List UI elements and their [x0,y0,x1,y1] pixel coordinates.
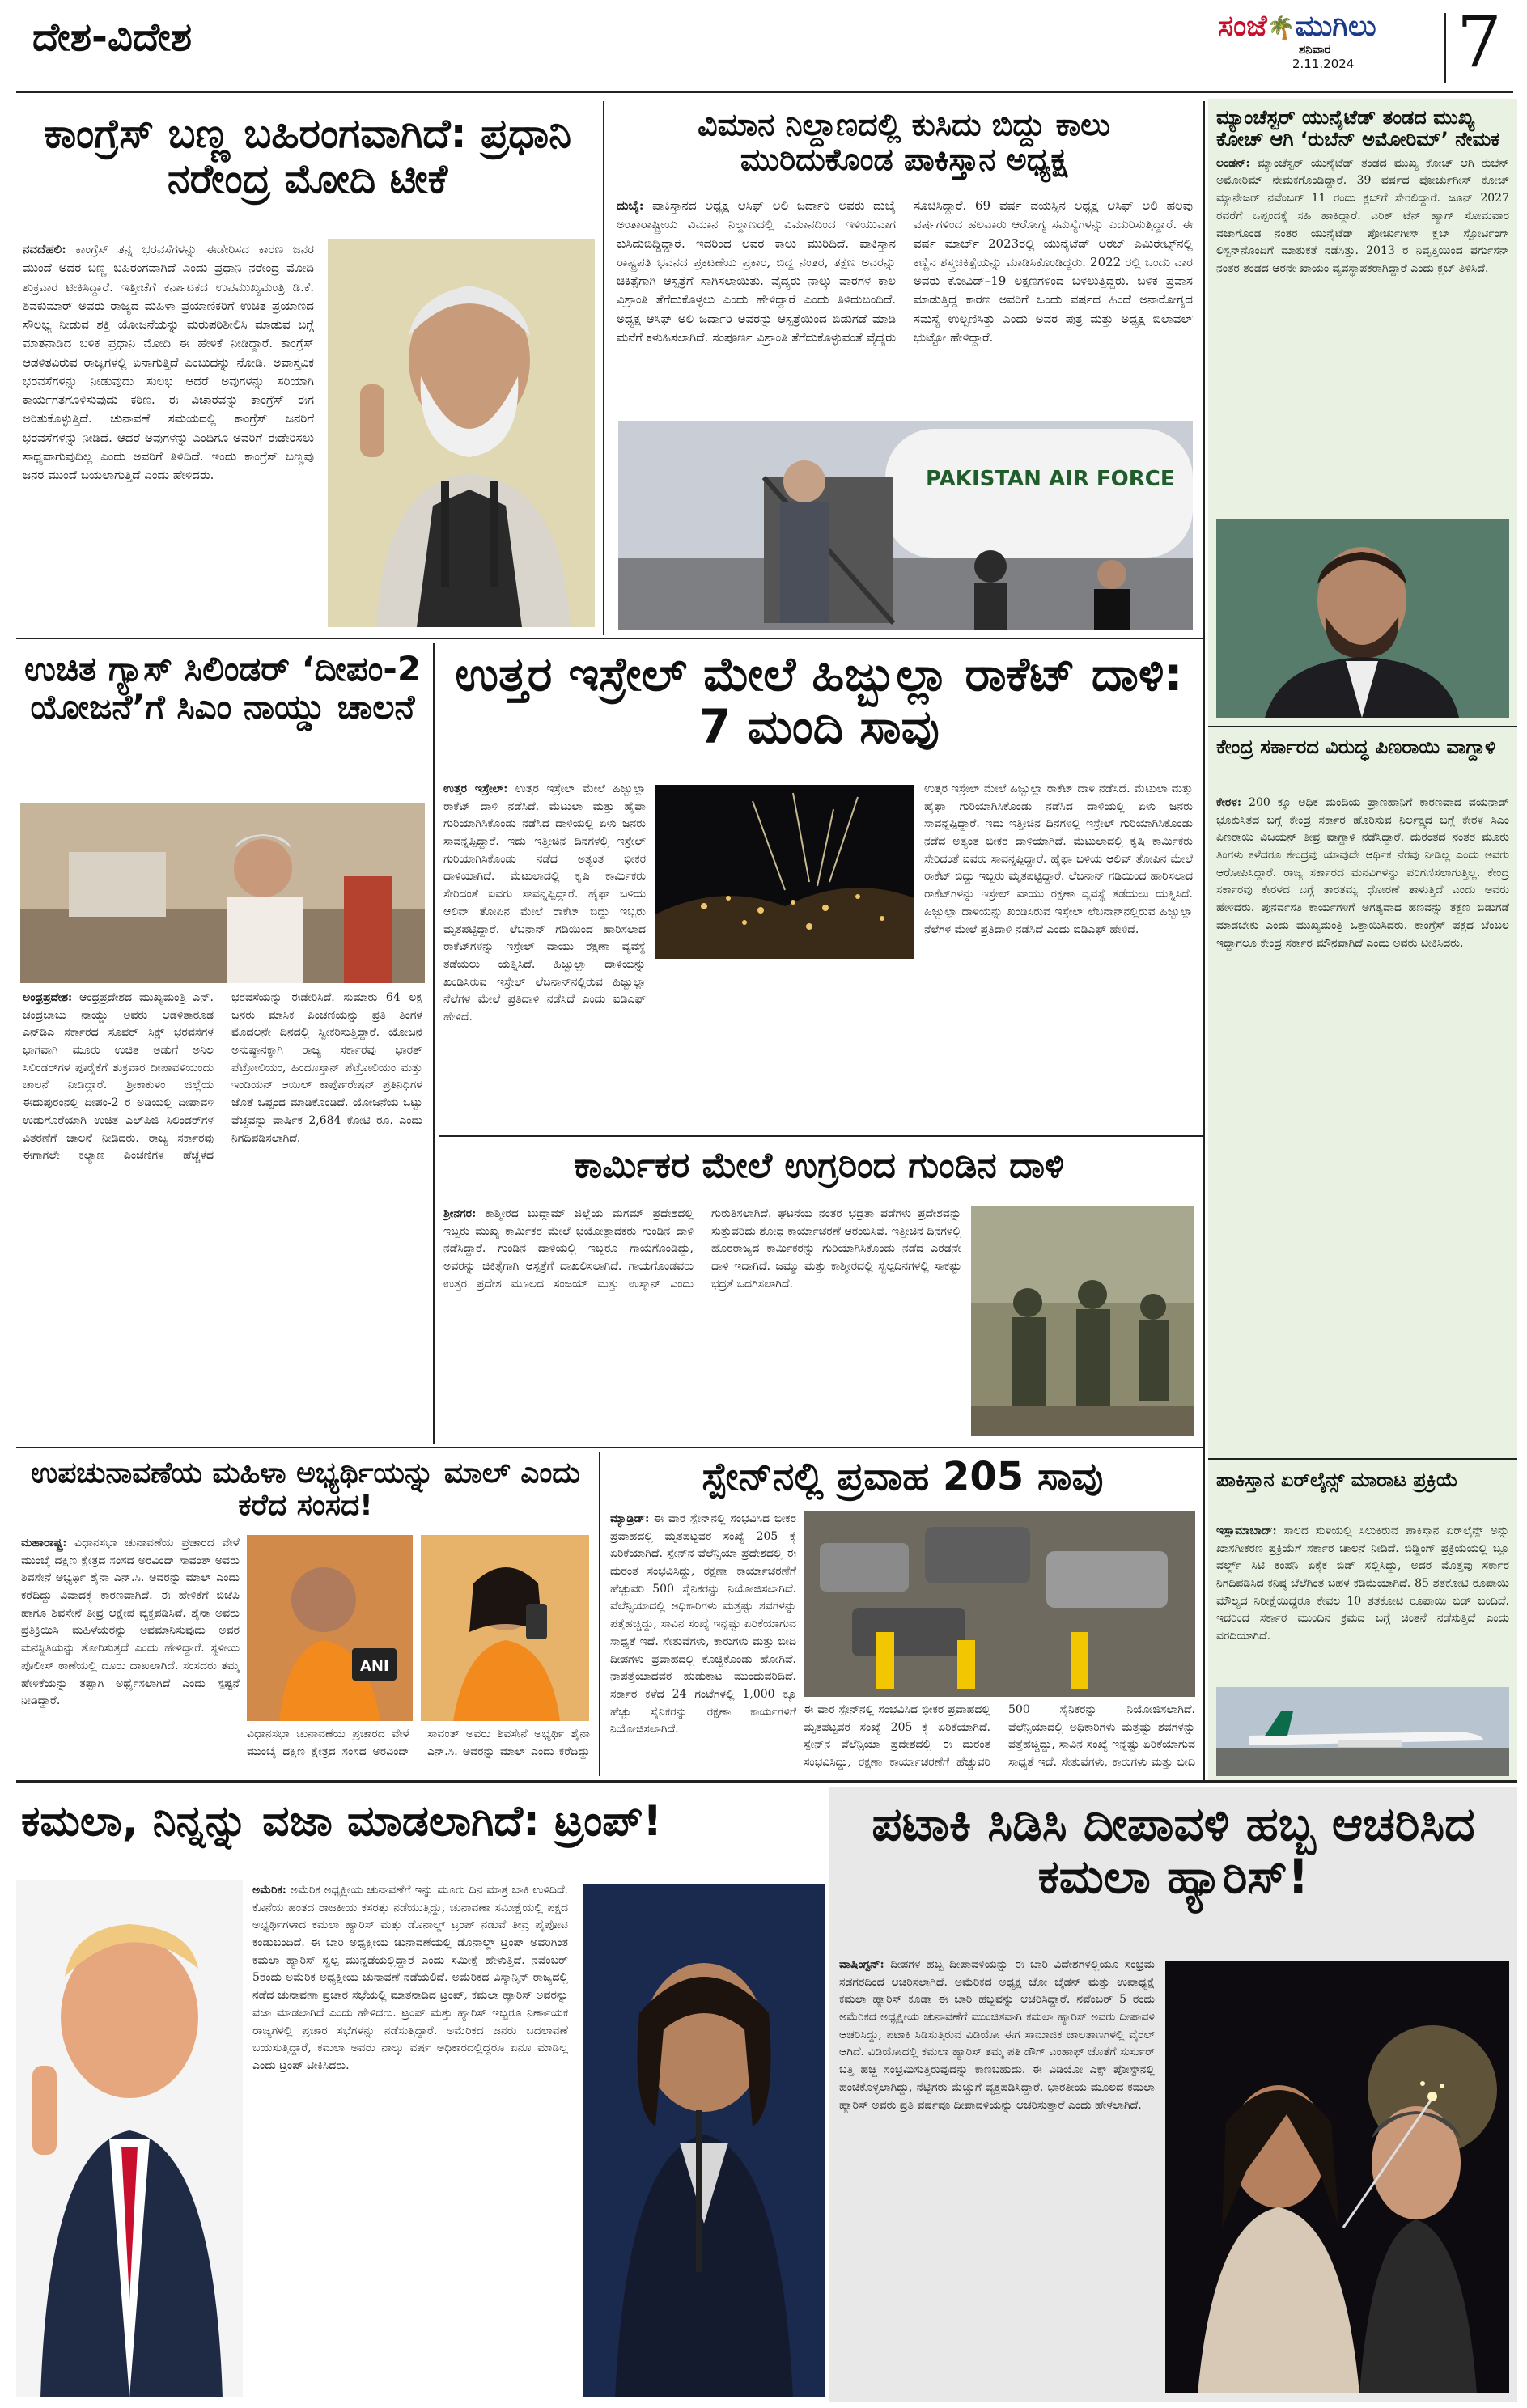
article-workers [439,1141,1199,1444]
spain-body-right [804,1702,1195,1773]
pakistan-dateline: ದುಬೈ: [617,198,644,213]
kamala-text: ದೀಪಗಳ ಹಬ್ಬ ದೀಪಾವಳಿಯನ್ನು ಈ ಬಾರಿ ವಿದೇಶಗಳಲ್ಲಿಯೂ ಸಂಭ್ರಮ ಸಡಗರದಿಂದ ಆಚರಿಸಲಾಗಿದೆ. ಅಮೆರಿಕದ ಅಧ್ಯಕ್ಷ ಜೋ ಬೈಡನ್ ಮತ್ತು ಉಪಾಧ್ಯಕ್ಷೆ ಕಮಲಾ ಹ್ಯಾರಿಸ್ ಕೂಡಾ ಈ ಬಾರಿ ಹಬ್ಬವನ್ನು ಆಚರಿಸಿದ್ದಾರೆ. ನವೆಂಬರ್ 5 ರಂದು ಅಮೆರಿಕದ ಅಧ್ಯಕ್ಷೀಯ ಚುನಾವಣೆಗೆ ಮುಂಚಿತವಾಗಿ ಕಮಲಾ ಹ್ಯಾರಿಸ್ ಅವರು ದೀಪಾವಳಿ ಆಚರಿಸಿದ್ದು, ಪಟಾಕಿ ಸಿಡಿಸುತ್ತಿರುವ ವಿಡಿಯೋ ಈಗ ಸಾಮಾಜಿಕ ಜಾಲತಾಣಗಳಲ್ಲಿ ವೈರಲ್ ಆಗಿದೆ. ವಿಡಿಯೋದಲ್ಲಿ ಕಮಲಾ ಹ್ಯಾರಿಸ್ ತಮ್ಮ ಪತಿ ಡೌಗ್ ಎಂಹಾಫ್ ಜೊತೆಗೆ ಸುರ್ಸುರ್ ಬತ್ತಿ ಹಚ್ಚಿ ಸಂಭ್ರಮಿಸುತ್ತಿರುವುದನ್ನು ಕಾಣಬಹುದು. ಈ ವಿಡಿಯೋ ಎಕ್ಸ್ ಪೋಸ್ಟ್‌ನಲ್ಲಿ ಹಂಚಿಕೊಳ್ಳಲಾಗಿದ್ದು, ನೆಟ್ಟಿಗರು ಮೆಚ್ಚುಗೆ ವ್ಯಕ್ತಪಡಿಸಿದ್ದಾರೆ. ಭಾರತೀಯ ಮೂಲದ ಕಮಲಾ ಹ್ಯಾರಿಸ್ ಅವರು ಪ್ರತಿ ವರ್ಷವೂ ದೀಪಾವಳಿಯನ್ನು ಆಚರಿಸುತ್ತಾರೆ ಎಂದು ಹೇಳಲಾಗಿದೆ. [839,1958,1155,2112]
kerala-headline: ಕೇಂದ್ರ ಸರ್ಕಾರದ ವಿರುದ್ಧ ಪಿಣರಾಯಿ ವಾಗ್ದಾಳಿ [1216,736,1496,758]
article-hezbollah [439,643,1199,1133]
kamala-photo-trump-article [583,1884,825,2397]
hezbollah-photo [655,785,914,959]
divider [603,101,604,635]
pia-headline: ಪಾಕಿಸ್ತಾನ ಏರ್‌ಲೈನ್ಸ್ ಮಾರಾಟ ಪ್ರಕ್ರಿಯೆ [1216,1469,1458,1491]
gas-dateline: ಅಂಧ್ರಪ್ರದೇಶ: [23,991,73,1004]
article-mp-remark [16,1452,595,1776]
hezbollah-text-cont: ಉತ್ತರ ಇಸ್ರೇಲ್ ಮೇಲೆ ಹಿಜ್ಬುಲ್ಲಾ ರಾಕೆಟ್ ದಾಳಿ ನಡೆಸಿದೆ. ಮೆಟುಲಾ ಮತ್ತು ಹೈಫಾ ಗುರಿಯಾಗಿಸಿಕೊಂಡು ನಡೆಸಿದ ದಾಳಿಯಲ್ಲಿ ಏಳು ಜನರು ಸಾವನ್ನಪ್ಪಿದ್ದಾರೆ. ಇದು ಇತ್ತೀಚಿನ ದಿನಗಳಲ್ಲಿ ಇಸ್ರೇಲ್ ಗುರಿಯಾಗಿಸಿಕೊಂಡು ನಡೆದ ಅತ್ಯಂತ ಭೀಕರ ದಾಳಿಯಾಗಿದೆ. ಮೆಟುಲಾದಲ್ಲಿ ಕೃಷಿ ಕಾರ್ಮಿಕರು ಸೇರಿದಂತೆ ಐವರು ಸಾವನ್ನಪ್ಪಿದ್ದಾರೆ. ಹೈಫಾ ಬಳಿಯ ಆಲಿವ್ ತೋಪಿನ ಮೇಲೆ ರಾಕೆಟ್ ಬಿದ್ದು ಇಬ್ಬರು ಮೃತಪಟ್ಟಿದ್ದಾರೆ. ಲೆಬನಾನ್ ಗಡಿಯಿಂದ ಹಾರಿಸಲಾದ ರಾಕೆಟ್‌ಗಳನ್ನು ಇಸ್ರೇಲ್ ವಾಯು ರಕ್ಷಣಾ ವ್ಯವಸ್ಥೆ ತಡೆಯಲು ಯತ್ನಿಸಿದೆ. ಹಿಜ್ಬುಲ್ಲಾ ದಾಳಿಯನ್ನು ಖಂಡಿಸಿರುವ ಇಸ್ರೇಲ್ ಲೆಬನಾನ್‌ನಲ್ಲಿರುವ ಹಿಜ್ಬುಲ್ಲಾ ನೆಲೆಗಳ ಮೇಲೆ ಪ್ರತಿದಾಳಿ ನಡೆಸಿದೆ ಎಂದು ಐಡಿಎಫ್ ಹೇಳಿದೆ. [924,782,1193,936]
workers-photo [971,1206,1194,1436]
divider [439,1135,1203,1137]
article-gas-cylinder [16,643,429,1444]
article-pakistan-president [609,101,1199,635]
workers-dateline: ಶ್ರೀನಗರ: [443,1207,477,1220]
divider [433,643,435,1444]
pakistan-body [617,197,1193,415]
article-modi [16,101,599,635]
pakistan-photo [618,421,1193,630]
trump-photo [16,1880,243,2397]
spain-dateline: ಮ್ಯಾಡ್ರಿಡ್: [610,1512,650,1525]
divider [16,1780,1517,1783]
sidebar-column [1208,99,1517,1780]
pia-photo [1216,1687,1509,1776]
mp-body-left [21,1535,240,1770]
gas-text: ಆಂಧ್ರಪ್ರದೇಶದ ಮುಖ್ಯಮಂತ್ರಿ ಎನ್. ಚಂದ್ರಬಾಬು ನಾಯ್ಡು ಅವರು ಆಡಳಿತಾರೂಢ ಎನ್‌ಡಿಎ ಸರ್ಕಾರದ ಸೂಪರ್ ಸಿಕ್ಸ್ ಭರವಸೆಗಳ ಭಾಗವಾಗಿ ಮೂರು ಉಚಿತ ಅಡುಗೆ ಅನಿಲ ಸಿಲಿಂಡರ್‌ಗಳ ಪೂರೈಕೆಗೆ ಶುಕ್ರವಾರ ದೀಪಾವಳಿಯಂದು ಚಾಲನೆ ನೀಡಿದ್ದಾರೆ. ಶ್ರೀಕಾಕುಳಂ ಜಿಲ್ಲೆಯ ಈದುಪುರಂನಲ್ಲಿ ದೀಪಂ-2 ರ ಅಡಿಯಲ್ಲಿ ದೀಪಾವಳಿ ಉಡುಗೊರೆಯಾಗಿ ಉಚಿತ ಎಲ್‌ಪಿಜಿ ಸಿಲಿಂಡರ್‌ಗಳ ವಿತರಣೆಗೆ ಚಾಲನೆ ನೀಡಿದರು. ರಾಜ್ಯ ಸರ್ಕಾರವು ಈಗಾಗಲೇ ಕಲ್ಯಾಣ ಪಿಂಚಣಿಗಳ ಹೆಚ್ಚಳದ ಭರವಸೆಯನ್ನು ಈಡೇರಿಸಿದೆ. ಸುಮಾರು 64 ಲಕ್ಷ ಜನರು ಮಾಸಿಕ ಪಿಂಚಣಿಯನ್ನು ಪ್ರತಿ ತಿಂಗಳ ಮೊದಲನೇ ದಿನದಲ್ಲಿ ಸ್ವೀಕರಿಸುತ್ತಿದ್ದಾರೆ. ಯೋಜನೆ ಅನುಷ್ಠಾನಕ್ಕಾಗಿ ರಾಜ್ಯ ಸರ್ಕಾರವು ಭಾರತ್ ಪೆಟ್ರೋಲಿಯಂ, ಹಿಂದೂಸ್ತಾನ್ ಪೆಟ್ರೋಲಿಯಂ ಮತ್ತು ಇಂಡಿಯನ್ ಆಯಿಲ್ ಕಾರ್ಪೊರೇಷನ್ ಪ್ರತಿನಿಧಿಗಳ ಜೊತೆ ಒಪ್ಪಂದ ಮಾಡಿಕೊಂಡಿದೆ. ಯೋಜನೆಯ ಒಟ್ಟು ವೆಚ್ಚವನ್ನು ವಾರ್ಷಿಕ 2,684 ಕೋಟಿ ರೂ. ಎಂದು ನಿಗದಿಪಡಿಸಲಾಗಿದೆ. [23,991,422,1163]
modi-headline: ಕಾಂಗ್ರೆಸ್ ಬಣ್ಣ ಬಹಿರಂಗವಾಗಿದೆ: ಪ್ರಧಾನಿ ನರೇಂದ್ರ ಮೋದಿ ಟೀಕೆ [43,110,572,202]
mp-dateline: ಮಹಾರಾಷ್ಟ್ರ: [21,1537,67,1550]
palm-icon: 🌴 [1266,15,1296,41]
brand-part1: ಸಂಜೆ [1218,10,1267,43]
divider [1208,1458,1517,1460]
masthead-divider [1444,13,1446,83]
masthead-day: ಶನಿವಾರ [1299,42,1331,57]
divider [16,638,1203,639]
page-number: 7 [1457,0,1502,83]
section-title: ದೇಶ-ವಿದೇಶ [32,15,192,60]
spain-text: ಈ ವಾರ ಸ್ಪೇನ್‌ನಲ್ಲಿ ಸಂಭವಿಸಿದ ಭೀಕರ ಪ್ರವಾಹದಲ್ಲಿ ಮೃತಪಟ್ಟವರ ಸಂಖ್ಯೆ 205 ಕ್ಕೆ ಏರಿಕೆಯಾಗಿದೆ. ಸ್ಪೇನ್‌ನ ವೆಲೆನ್ಸಿಯಾ ಪ್ರದೇಶದಲ್ಲಿ ಈ ದುರಂತ ಸಂಭವಿಸಿದ್ದು, ರಕ್ಷಣಾ ಕಾರ್ಯಾಚರಣೆಗೆ ಹೆಚ್ಚುವರಿ 500 ಸೈನಿಕರನ್ನು ನಿಯೋಜಿಸಲಾಗಿದೆ. ವೆಲೆನ್ಸಿಯಾದಲ್ಲಿ ಅಧಿಕಾರಿಗಳು ಮತ್ತಷ್ಟು ಶವಗಳನ್ನು ಪತ್ತೆಹಚ್ಚಿದ್ದು, ಸಾವಿನ ಸಂಖ್ಯೆ ಇನ್ನಷ್ಟು ಏರಿಕೆಯಾಗುವ ಸಾಧ್ಯತೆ ಇದೆ. ಸೇತುವೆಗಳು, ಕಾರುಗಳು ಮತ್ತು ಬೀದಿ ದೀಪಗಳು ಪ್ರವಾಹದಲ್ಲಿ ಕೊಚ್ಚಿಕೊಂಡು ಹೋಗಿವೆ. ನಾಪತ್ತೆಯಾದವರ ಹುಡುಕಾಟ ಮುಂದುವರಿದಿದೆ. ಸರ್ಕಾರ ಕಳೆದ 24 ಗಂಟೆಗಳಲ್ಲಿ 1,000 ಕ್ಕೂ ಹೆಚ್ಚು ಸೈನಿಕರನ್ನು ರಕ್ಷಣಾ ಕಾರ್ಯಗಳಿಗೆ ನಿಯೋಜಿಸಲಾಗಿದೆ. [610,1512,796,1736]
divider [1208,726,1517,727]
kamala-headline: ಪಟಾಕಿ ಸಿಡಿಸಿ ದೀಪಾವಳಿ ಹಬ್ಬ ಆಚರಿಸಿದ ಕಮಲಾ ಹ್ಯಾರಿಸ್! [872,1796,1475,1904]
mp-text: ವಿಧಾನಸಭಾ ಚುನಾವಣೆಯ ಪ್ರಚಾರದ ವೇಳೆ ಮುಂಬೈ ದಕ್ಷಿಣ ಕ್ಷೇತ್ರದ ಸಂಸದ ಅರವಿಂದ್ ಸಾವಂತ್ ಅವರು ಶಿವಸೇನೆ ಅಭ್ಯರ್ಥಿ ಶೈನಾ ಎನ್.ಸಿ. ಅವರನ್ನು ಮಾಲ್ ಎಂದು ಕರೆದಿದ್ದು ವಿವಾದಕ್ಕೆ ಕಾರಣವಾಗಿದೆ. ಈ ಹೇಳಿಕೆಗೆ ಬಿಜೆಪಿ ಹಾಗೂ ಶಿವಸೇನೆ ತೀವ್ರ ಆಕ್ಷೇಪ ವ್ಯಕ್ತಪಡಿಸಿವೆ. ಶೈನಾ ಅವರು ಪ್ರತಿಕ್ರಿಯಿಸಿ ಮಹಿಳೆಯರನ್ನು ಅವಮಾನಿಸುವುದು ಅವರ ಮನಸ್ಥಿತಿಯನ್ನು ತೋರಿಸುತ್ತದೆ ಎಂದು ಹೇಳಿದ್ದಾರೆ. ಸ್ಥಳೀಯ ಪೊಲೀಸ್ ಠಾಣೆಯಲ್ಲಿ ದೂರು ದಾಖಲಾಗಿದೆ. ಸಂಸದರು ತಮ್ಮ ಹೇಳಿಕೆಯನ್ನು ತಪ್ಪಾಗಿ ಅರ್ಥೈಸಲಾಗಿದೆ ಎಂದು ಸ್ಪಷ್ಟನೆ ನೀಡಿದ್ದಾರೆ. [21,1537,240,1708]
divider [1203,101,1205,1780]
modi-body [23,240,314,629]
mp-body-bottom [247,1726,590,1773]
pakistan-headline: ವಿಮಾನ ನಿಲ್ದಾಣದಲ್ಲಿ ಕುಸಿದು ಬಿದ್ದು ಕಾಲು ಮುರಿದುಕೊಂಡ ಪಾಕಿಸ್ತಾನ ಅಧ್ಯಕ್ಷ [698,107,1110,177]
kamala-diwali-photo [1165,1961,1509,2393]
gas-headline: ಉಚಿತ ಗ್ಯಾಸ್ ಸಿಲಿಂಡರ್ ‘ದೀಪಂ-2 ಯೋಜನೆ’ಗೆ ಸಿಎಂ ನಾಯ್ಡು ಚಾಲನೆ [23,649,422,727]
spain-text-cont: ಈ ವಾರ ಸ್ಪೇನ್‌ನಲ್ಲಿ ಸಂಭವಿಸಿದ ಭೀಕರ ಪ್ರವಾಹದಲ್ಲಿ ಮೃತಪಟ್ಟವರ ಸಂಖ್ಯೆ 205 ಕ್ಕೆ ಏರಿಕೆಯಾಗಿದೆ. ಸ್ಪೇನ್‌ನ ವೆಲೆನ್ಸಿಯಾ ಪ್ರದೇಶದಲ್ಲಿ ಈ ದುರಂತ ಸಂಭವಿಸಿದ್ದು, ರಕ್ಷಣಾ ಕಾರ್ಯಾಚರಣೆಗೆ ಹೆಚ್ಚುವರಿ 500 ಸೈನಿಕರನ್ನು ನಿಯೋಜಿಸಲಾಗಿದೆ. ವೆಲೆನ್ಸಿಯಾದಲ್ಲಿ ಅಧಿಕಾರಿಗಳು ಮತ್ತಷ್ಟು ಶವಗಳನ್ನು ಪತ್ತೆಹಚ್ಚಿದ್ದು, ಸಾವಿನ ಸಂಖ್ಯೆ ಇನ್ನಷ್ಟು ಏರಿಕೆಯಾಗುವ ಸಾಧ್ಯತೆ ಇದೆ. ಸೇತುವೆಗಳು, ಕಾರುಗಳು ಮತ್ತು ಬೀದಿ [804,1703,1195,1770]
manutd-text: ಮ್ಯಾಂಚೆಸ್ಟರ್ ಯುನೈಟೆಡ್ ತಂಡದ ಮುಖ್ಯ ಕೋಚ್ ಆಗಿ ರುಬೆನ್ ಅಮೋರಿಮ್ ನೇಮಕಗೊಂಡಿದ್ದಾರೆ. 39 ವರ್ಷದ ಪೋರ್ಚುಗೀಸ್ ಕೋಚ್ ಮ್ಯಾನೇಜರ್ ನವೆಂಬರ್ 11 ರಂದು ಕ್ಲಬ್‌ಗೆ ಸೇರಲಿದ್ದಾರೆ. ಜೂನ್ 2027 ರವರೆಗೆ ಒಪ್ಪಂದಕ್ಕೆ ಸಹಿ ಹಾಕಿದ್ದಾರೆ. ಎರಿಕ್ ಟೆನ್ ಹ್ಯಾಗ್ ಸೋಮವಾರ ವಜಾಗೊಂಡ ನಂತರ ಯುನೈಟೆಡ್ ಪೋರ್ಚುಗೀಸ್ ಕ್ಲಬ್ ಸ್ಪೋರ್ಟಿಂಗ್ ಲಿಸ್ಬನ್‌ನೊಂದಿಗೆ ಮಾತುಕತೆ ನಡೆಸಿತ್ತು. 2013 ರ ನಿವೃತ್ತಿಯಿಂದ ಫರ್ಗುಸನ್ ನಂತರ ತಂಡದ ಆರನೇ ಖಾಯಂ ವ್ಯವಸ್ಥಾಪಕರಾಗಿದ್ದಾರೆ ಎಂದು ಕ್ಲಬ್ ತಿಳಿಸಿದೆ. [1216,156,1509,275]
mp-photo-sawant [247,1535,413,1721]
pia-dateline: ಇಸ್ಲಾಮಾಬಾದ್: [1216,1524,1277,1537]
brand-part2: ಮುಗಿಲು [1295,10,1376,43]
modi-text: ಕಾಂಗ್ರೆಸ್ ತನ್ನ ಭರವಸೆಗಳನ್ನು ಈಡೇರಿಸದ ಕಾರಣ ಜನರ ಮುಂದೆ ಅದರ ಬಣ್ಣ ಬಹಿರಂಗವಾಗಿದೆ ಎಂದು ಪ್ರಧಾನಿ ನರೇಂದ್ರ ಮೋದಿ ಶುಕ್ರವಾರ ಟೀಕಿಸಿದ್ದಾರೆ. ಇತ್ತೀಚೆಗೆ ಕರ್ನಾಟಕದ ಉಪಮುಖ್ಯಮಂತ್ರಿ ಡಿ.ಕೆ. ಶಿವಕುಮಾರ್ ಅವರು ರಾಜ್ಯದ ಮಹಿಳಾ ಪ್ರಯಾಣಿಕರಿಗೆ ಉಚಿತ ಪ್ರಯಾಣದ ಸೌಲಭ್ಯ ನೀಡುವ ಶಕ್ತಿ ಯೋಜನೆಯನ್ನು ಮರುಪರಿಶೀಲಿಸಿ ಮಾಡುವ ಬಗ್ಗೆ ಮಾತನಾಡಿದ ಬಳಿಕ ಪ್ರಧಾನಿ ಮೋದಿ ಈ ಹೇಳಿಕೆ ನೀಡಿದ್ದಾರೆ. ಕಾಂಗ್ರೆಸ್ ಆಡಳಿತವಿರುವ ರಾಜ್ಯಗಳಲ್ಲಿ ಏನಾಗುತ್ತಿದೆ ಎಂಬುದನ್ನು ನೋಡಿ. ಅವಾಸ್ತವಿಕ ಭರವಸೆಗಳನ್ನು ನೀಡುವುದು ಸುಲಭ ಆದರೆ ಅವುಗಳನ್ನು ಸರಿಯಾಗಿ ಕಾರ್ಯಗತಗೊಳಿಸುವುದು ಕಠಿಣ. ಈ ವಿಚಾರವನ್ನು ಕಾಂಗ್ರೆಸ್ ಈಗ ಅರಿತುಕೊಳ್ಳುತ್ತಿದೆ. ಚುನಾವಣೆ ಸಮಯದಲ್ಲಿ ಕಾಂಗ್ರೆಸ್ ಜನರಿಗೆ ಭರವಸೆಗಳನ್ನು ನೀಡಿದೆ. ಆದರೆ ಅವುಗಳನ್ನು ಎಂದಿಗೂ ಅವರಿಗೆ ಈಡೇರಿಸಲು ಸಾಧ್ಯವಾಗುವುದಿಲ್ಲ ಎಂದು ಅವರಿಗೆ ತಿಳಿದಿದೆ. ಇಂದು ಕಾಂಗ್ರೆಸ್ ಬಣ್ಣವು ಜನರ ಮುಂದೆ ಬಯಲಾಗುತ್ತಿದೆ ಎಂದು ಹೇಳಿದರು. [23,242,314,482]
kamala-body [839,1956,1155,2397]
manutd-photo [1216,519,1509,718]
divider [599,1452,600,1776]
hezbollah-text: ಉತ್ತರ ಇಸ್ರೇಲ್ ಮೇಲೆ ಹಿಜ್ಬುಲ್ಲಾ ರಾಕೆಟ್ ದಾಳಿ ನಡೆಸಿದೆ. ಮೆಟುಲಾ ಮತ್ತು ಹೈಫಾ ಗುರಿಯಾಗಿಸಿಕೊಂಡು ನಡೆಸಿದ ದಾಳಿಯಲ್ಲಿ ಏಳು ಜನರು ಸಾವನ್ನಪ್ಪಿದ್ದಾರೆ. ಇದು ಇತ್ತೀಚಿನ ದಿನಗಳಲ್ಲಿ ಇಸ್ರೇಲ್ ಗುರಿಯಾಗಿಸಿಕೊಂಡು ನಡೆದ ಅತ್ಯಂತ ಭೀಕರ ದಾಳಿಯಾಗಿದೆ. ಮೆಟುಲಾದಲ್ಲಿ ಕೃಷಿ ಕಾರ್ಮಿಕರು ಸೇರಿದಂತೆ ಐವರು ಸಾವನ್ನಪ್ಪಿದ್ದಾರೆ. ಹೈಫಾ ಬಳಿಯ ಆಲಿವ್ ತೋಪಿನ ಮೇಲೆ ರಾಕೆಟ್ ಬಿದ್ದು ಇಬ್ಬರು ಮೃತಪಟ್ಟಿದ್ದಾರೆ. ಲೆಬನಾನ್ ಗಡಿಯಿಂದ ಹಾರಿಸಲಾದ ರಾಕೆಟ್‌ಗಳನ್ನು ಇಸ್ರೇಲ್ ವಾಯು ರಕ್ಷಣಾ ವ್ಯವಸ್ಥೆ ತಡೆಯಲು ಯತ್ನಿಸಿದೆ. ಹಿಜ್ಬುಲ್ಲಾ ದಾಳಿಯನ್ನು ಖಂಡಿಸಿರುವ ಇಸ್ರೇಲ್ ಲೆಬನಾನ್‌ನಲ್ಲಿರುವ ಹಿಜ್ಬುಲ್ಲಾ ನೆಲೆಗಳ ಮೇಲೆ ಪ್ರತಿದಾಳಿ ನಡೆಸಿದೆ ಎಂದು ಐಡಿಎಫ್ ಹೇಳಿದೆ. [443,782,646,1024]
workers-body [443,1206,961,1440]
article-spain-flood [605,1452,1200,1776]
spain-body-left [610,1511,796,1770]
workers-headline: ಕಾರ್ಮಿಕರ ಮೇಲೆ ಉಗ್ರರಿಂದ ಗುಂಡಿನ ದಾಳಿ [573,1145,1065,1186]
trump-headline: ಕಮಲಾ, ನಿನ್ನನ್ನು ವಜಾ ಮಾಡಲಾಗಿದೆ: ಟ್ರಂಪ್! [21,1797,663,1846]
plane-livery-text: PAKISTAN AIR FORCE [926,467,1175,491]
trump-dateline: ಅಮೆರಿಕ: [252,1884,286,1897]
kerala-dateline: ಕೇರಳ: [1216,796,1242,809]
article-kamala-diwali [829,1787,1517,2402]
masthead-brand [1218,10,1444,71]
modi-photo [328,239,595,627]
hezbollah-body-left [443,781,646,1129]
gas-body [23,990,422,1439]
manutd-dateline: ಲಂಡನ್: [1216,156,1250,170]
kerala-text: 200 ಕ್ಕೂ ಅಧಿಕ ಮಂದಿಯ ಪ್ರಾಣಹಾನಿಗೆ ಕಾರಣವಾದ ವಯನಾಡ್ ಭೂಕುಸಿತದ ಬಗ್ಗೆ ಕೇಂದ್ರ ಸರ್ಕಾರ ಹೊರಿಸುವ ನಿರ್ಲಕ್ಷ್ಯದ ಬಗ್ಗೆ ಕೇರಳ ಸಿಎಂ ಪಿಣರಾಯಿ ವಿಜಯನ್ ತೀವ್ರ ವಾಗ್ದಾಳಿ ನಡೆಸಿದ್ದಾರೆ. ದುರಂತದ ನಂತರ ಮೂರು ತಿಂಗಳು ಕಳೆದರೂ ಕೇಂದ್ರವು ಯಾವುದೇ ಆರ್ಥಿಕ ನೆರವು ನೀಡಿಲ್ಲ ಎಂದು ಅವರು ಆರೋಪಿಸಿದ್ದಾರೆ. ರಾಜ್ಯ ಸರ್ಕಾರದ ಮನವಿಗಳನ್ನು ಪರಿಗಣಿಸಲಾಗುತ್ತಿಲ್ಲ. ಕೇಂದ್ರ ಸರ್ಕಾರವು ಕೇರಳದ ಬಗ್ಗೆ ತಾರತಮ್ಯ ಧೋರಣೆ ತಾಳುತ್ತಿದೆ ಎಂದು ಅವರು ಹೇಳಿದರು. ಪುನರ್ವಸತಿ ಕಾರ್ಯಗಳಿಗೆ ಅಗತ್ಯವಾದ ಹಣವನ್ನು ತಕ್ಷಣ ಬಿಡುಗಡೆ ಮಾಡಬೇಕು ಎಂದು ಮುಖ್ಯಮಂತ್ರಿ ಒತ್ತಾಯಿಸಿದರು. ಕಾಂಗ್ರೆಸ್ ಪಕ್ಷದ ಬೆಂಬಲ ಇದ್ದಾಗಲೂ ಕೇಂದ್ರ ಸರ್ಕಾರ ಮೌನವಾಗಿದೆ ಎಂದು ಅವರು ಟೀಕಿಸಿದರು. [1216,796,1509,950]
trump-text: ಅಮೆರಿಕ ಅಧ್ಯಕ್ಷೀಯ ಚುನಾವಣೆಗೆ ಇನ್ನು ಮೂರು ದಿನ ಮಾತ್ರ ಬಾಕಿ ಉಳಿದಿದೆ. ಕೊನೆಯ ಹಂತದ ರಾಜಕೀಯ ಕಸರತ್ತು ನಡೆಯುತ್ತಿದ್ದು, ಚುನಾವಣಾ ಸಮೀಕ್ಷೆಯಲ್ಲಿ ಪಕ್ಷದ ಅಭ್ಯರ್ಥಿಗಳಾದ ಕಮಲಾ ಹ್ಯಾರಿಸ್ ಮತ್ತು ಡೊನಾಲ್ಡ್ ಟ್ರಂಪ್ ನಡುವೆ ತೀವ್ರ ಪೈಪೋಟಿ ಕಂಡುಬಂದಿದೆ. ಈ ಬಾರಿ ಅಧ್ಯಕ್ಷೀಯ ಚುನಾವಣೆಯಲ್ಲಿ ಡೊನಾಲ್ಡ್ ಟ್ರಂಪ್ ಅವರಿಗಿಂತ ಕಮಲಾ ಹ್ಯಾರಿಸ್ ಸ್ವಲ್ಪ ಮುನ್ನಡೆಯಲ್ಲಿದ್ದಾರೆ ಎಂದು ಸಮೀಕ್ಷೆ ಹೇಳುತ್ತಿದೆ. ನವೆಂಬರ್ 5ರಂದು ಅಮೆರಿಕ ಅಧ್ಯಕ್ಷೀಯ ಚುನಾವಣೆ ನಡೆಯಲಿದೆ. ಅಮೆರಿಕದ ವಿಸ್ಕಾನ್ಸಿನ್ ರಾಜ್ಯದಲ್ಲಿ ನಡೆದ ಚುನಾವಣಾ ಪ್ರಚಾರ ಸಭೆಯಲ್ಲಿ ಮಾತನಾಡಿದ ಟ್ರಂಪ್, ಕಮಲಾ ಹ್ಯಾರಿಸ್ ಅವರನ್ನು ವಜಾ ಮಾಡಲಾಗಿದೆ ಎಂದು ಹೇಳಿದರು. ಟ್ರಂಪ್ ಮತ್ತು ಹ್ಯಾರಿಸ್ ಇಬ್ಬರೂ ನಿರ್ಣಾಯಕ ರಾಜ್ಯಗಳಲ್ಲಿ ಪ್ರಚಾರ ಸಭೆಗಳನ್ನು ನಡೆಸುತ್ತಿದ್ದಾರೆ. ಅಮೆರಿಕದ ಜನರು ಬದಲಾವಣೆ ಬಯಸುತ್ತಿದ್ದಾರೆ, ಕಮಲಾ ಅವರು ನಾಲ್ಕು ವರ್ಷ ಅಧಿಕಾರದಲ್ಲಿದ್ದರೂ ಏನೂ ಮಾಡಿಲ್ಲ ಎಂದು ಟ್ರಂಪ್ ಟೀಕಿಸಿದರು. [252,1884,568,2072]
manutd-headline: ಮ್ಯಾಂಚೆಸ್ಟರ್ ಯುನೈಟೆಡ್ ತಂಡದ ಮುಖ್ಯ ಕೋಚ್ ಆಗಿ ‘ರುಬೆನ್ ಅಮೋರಿಮ್’ ನೇಮಕ [1216,106,1500,150]
kerala-body [1208,795,1517,1458]
workers-text: ಕಾಶ್ಮೀರದ ಬುದ್ಗಾಮ್ ಜಿಲ್ಲೆಯ ಮಗಮ್ ಪ್ರದೇಶದಲ್ಲಿ ಇಬ್ಬರು ಮುಖ್ಯ ಕಾರ್ಮಿಕರ ಮೇಲೆ ಭಯೋತ್ಪಾದಕರು ಗುಂಡಿನ ದಾಳಿ ನಡೆಸಿದ್ದಾರೆ. ಗುಂಡಿನ ದಾಳಿಯಲ್ಲಿ ಇಬ್ಬರೂ ಗಾಯಗೊಂಡಿದ್ದು, ಅವರನ್ನು ಚಿಕಿತ್ಸೆಗಾಗಿ ಆಸ್ಪತ್ರೆಗೆ ದಾಖಲಿಸಲಾಗಿದೆ. ಗಾಯಗೊಂಡವರು ಉತ್ತರ ಪ್ರದೇಶ ಮೂಲದ ಸಂಜಯ್ ಮತ್ತು ಉಸ್ಮಾನ್ ಎಂದು ಗುರುತಿಸಲಾಗಿದೆ. ಘಟನೆಯ ನಂತರ ಭದ್ರತಾ ಪಡೆಗಳು ಪ್ರದೇಶವನ್ನು ಸುತ್ತುವರಿದು ಶೋಧ ಕಾರ್ಯಾಚರಣೆ ಆರಂಭಿಸಿವೆ. ಇತ್ತೀಚಿನ ದಿನಗಳಲ್ಲಿ ಹೊರರಾಜ್ಯದ ಕಾರ್ಮಿಕರನ್ನು ಗುರಿಯಾಗಿಸಿಕೊಂಡು ನಡೆದ ಎರಡನೇ ದಾಳಿ ಇದಾಗಿದೆ. ಜಮ್ಮು ಮತ್ತು ಕಾಶ್ಮೀರದಲ್ಲಿ ಸ್ವಲ್ಪದಿನಗಳಲ್ಲಿ ಸಾಕಷ್ಟು ಭದ್ರತೆ ಒದಗಿಸಲಾಗಿದೆ. [443,1207,961,1291]
hezbollah-body-right [924,781,1193,1129]
mp-text-cont: ವಿಧಾನಸಭಾ ಚುನಾವಣೆಯ ಪ್ರಚಾರದ ವೇಳೆ ಮುಂಬೈ ದಕ್ಷಿಣ ಕ್ಷೇತ್ರದ ಸಂಸದ ಅರವಿಂದ್ ಸಾವಂತ್ ಅವರು ಶಿವಸೇನೆ ಅಭ್ಯರ್ಥಿ ಶೈನಾ ಎನ್.ಸಿ. ಅವರನ್ನು ಮಾಲ್ ಎಂದು ಕರೆದಿದ್ದು [247,1728,590,1758]
spain-photo [804,1511,1195,1697]
trump-body [252,1882,568,2392]
mic-logo-text: ANI [360,1658,389,1675]
mp-photo-shaina [421,1535,589,1721]
hezbollah-headline: ಉತ್ತರ ಇಸ್ರೇಲ್ ಮೇಲೆ ಹಿಜ್ಬುಲ್ಲಾ ರಾಕೆಟ್ ದಾಳಿ: 7 ಮಂದಿ ಸಾವು [455,647,1183,754]
manutd-body [1208,155,1517,475]
pia-text: ಸಾಲದ ಸುಳಿಯಲ್ಲಿ ಸಿಲುಕಿರುವ ಪಾಕಿಸ್ತಾನ ಏರ್‌ಲೈನ್ಸ್ ಅನ್ನು ಖಾಸಗೀಕರಣ ಪ್ರಕ್ರಿಯೆಗೆ ಸರ್ಕಾರ ಚಾಲನೆ ನೀಡಿದೆ. ಬಿಡ್ಡಿಂಗ್ ಪ್ರಕ್ರಿಯೆಯಲ್ಲಿ ಬ್ಲೂ ವರ್ಲ್ಡ್ ಸಿಟಿ ಕಂಪನಿ ಏಕೈಕ ಬಿಡ್ ಸಲ್ಲಿಸಿದ್ದು, ಅದರ ಮೊತ್ತವು ಸರ್ಕಾರ ನಿಗದಿಪಡಿಸಿದ ಕನಿಷ್ಠ ಬೆಲೆಗಿಂತ ಬಹಳ ಕಡಿಮೆಯಾಗಿದೆ. 85 ಶತಕೋಟಿ ರೂಪಾಯಿ ಮೌಲ್ಯದ ನಿರೀಕ್ಷೆಯಿದ್ದರೂ ಕೇವಲ 10 ಶತಕೋಟಿ ರೂಪಾಯಿ ಬಿಡ್ ಬಂದಿದೆ. ಇದರಿಂದ ಸರ್ಕಾರ ಮುಂದಿನ ಕ್ರಮದ ಬಗ್ಗೆ ಚಿಂತನೆ ನಡೆಸುತ್ತಿದೆ ಎಂದು ವರದಿಯಾಗಿದೆ. [1216,1524,1509,1643]
masthead-rule [16,91,1513,93]
mp-headline: ಉಪಚುನಾವಣೆಯ ಮಹಿಳಾ ಅಭ್ಯರ್ಥಿಯನ್ನು ಮಾಲ್ ಎಂದು ಕರೆದ ಸಂಸದ! [30,1456,581,1523]
article-trump [16,1787,828,2402]
modi-dateline: ನವದೆಹಲಿ: [23,242,66,256]
masthead-date: 2.11.2024 [1292,57,1355,71]
kamala-dateline: ವಾಷಿಂಗ್ಟನ್: [839,1958,884,1971]
gas-photo [20,803,425,983]
pakistan-text: ಪಾಕಿಸ್ತಾನದ ಅಧ್ಯಕ್ಷ ಆಸಿಫ್ ಅಲಿ ಜರ್ದಾರಿ ಅವರು ದುಬೈ ಅಂತಾರಾಷ್ಟ್ರೀಯ ವಿಮಾನ ನಿಲ್ದಾಣದಲ್ಲಿ ವಿಮಾನದಿಂದ ಇಳಿಯುವಾಗ ಕುಸಿದುಬಿದ್ದಿದ್ದಾರೆ. ಇದರಿಂದ ಅವರ ಕಾಲು ಮುರಿದಿದೆ. ಪಾಕಿಸ್ತಾನ ರಾಷ್ಟ್ರಪತಿ ಭವನದ ಪ್ರಕಟಣೆಯ ಪ್ರಕಾರ, ಬಿದ್ದ ನಂತರ, ತಕ್ಷಣ ಅವರನ್ನು ಚಿಕಿತ್ಸೆಗಾಗಿ ಆಸ್ಪತ್ರೆಗೆ ಸಾಗಿಸಲಾಯಿತು. ವೈದ್ಯರು ನಾಲ್ಕು ವಾರಗಳ ಕಾಲ ವಿಶ್ರಾಂತಿ ತೆಗೆದುಕೊಳ್ಳಲು ಎಂದು ಹೇಳಿದ್ದಾರೆ ಎಂದು ತಿಳಿದುಬಂದಿದೆ. ಅಧ್ಯಕ್ಷ ಆಸಿಫ್ ಅಲಿ ಜರ್ದಾರಿ ಅವರನ್ನು ಆಸ್ಪತ್ರೆಯಿಂದ ಬಿಡುಗಡೆ ಮಾಡಿ ಮನೆಗೆ ಕಳುಹಿಸಲಾಗಿದೆ. ಸಂಪೂರ್ಣ ವಿಶ್ರಾಂತಿ ತೆಗೆದುಕೊಳ್ಳುವಂತೆ ವೈದ್ಯರು ಸೂಚಿಸಿದ್ದಾರೆ. 69 ವರ್ಷ ವಯಸ್ಸಿನ ಅಧ್ಯಕ್ಷ ಆಸಿಫ್ ಅಲಿ ಹಲವು ವರ್ಷಗಳಿಂದ ಹಲವಾರು ಆರೋಗ್ಯ ಸಮಸ್ಯೆಗಳನ್ನು ಎದುರಿಸುತ್ತಿದ್ದಾರೆ. ಈ ವರ್ಷ ಮಾರ್ಚ್ 2023ರಲ್ಲಿ ಯುನೈಟೆಡ್ ಅರಬ್ ಎಮಿರೇಟ್ಸ್‌ನಲ್ಲಿ ಕಣ್ಣಿನ ಶಸ್ತ್ರಚಿಕಿತ್ಸೆಯನ್ನು ಮಾಡಿಸಿಕೊಂಡಿದ್ದರು. 2022 ರಲ್ಲಿ ಒಂದು ವಾರ ಅವರು ಕೋವಿಡ್–19 ಲಕ್ಷಣಗಳಿಂದ ಬಳಲುತ್ತಿದ್ದರು. ಬಳಿಕ ಪ್ರವಾಸ ಮಾಡುತ್ತಿದ್ದ ಕಾರಣ ಅವರಿಗೆ ಒಂದು ವರ್ಷದ ಹಿಂದೆ ಅನಾರೋಗ್ಯದ ಸಮಸ್ಯೆ ಉಲ್ಬಣಿಸಿತ್ತು ಎಂದು ಅವರ ಪುತ್ರ ಮತ್ತು ಅಧ್ಯಕ್ಷ ಬಿಲಾವಲ್ ಭುಟ್ಟೋ ಹೇಳಿದ್ದಾರೆ. [617,198,1193,345]
spain-headline: ಸ್ಪೇನ್‌ನಲ್ಲಿ ಪ್ರವಾಹ 205 ಸಾವು [702,1454,1104,1499]
divider [16,1447,1203,1448]
hezbollah-dateline: ಉತ್ತರ ಇಸ್ರೇಲ್: [443,782,508,795]
